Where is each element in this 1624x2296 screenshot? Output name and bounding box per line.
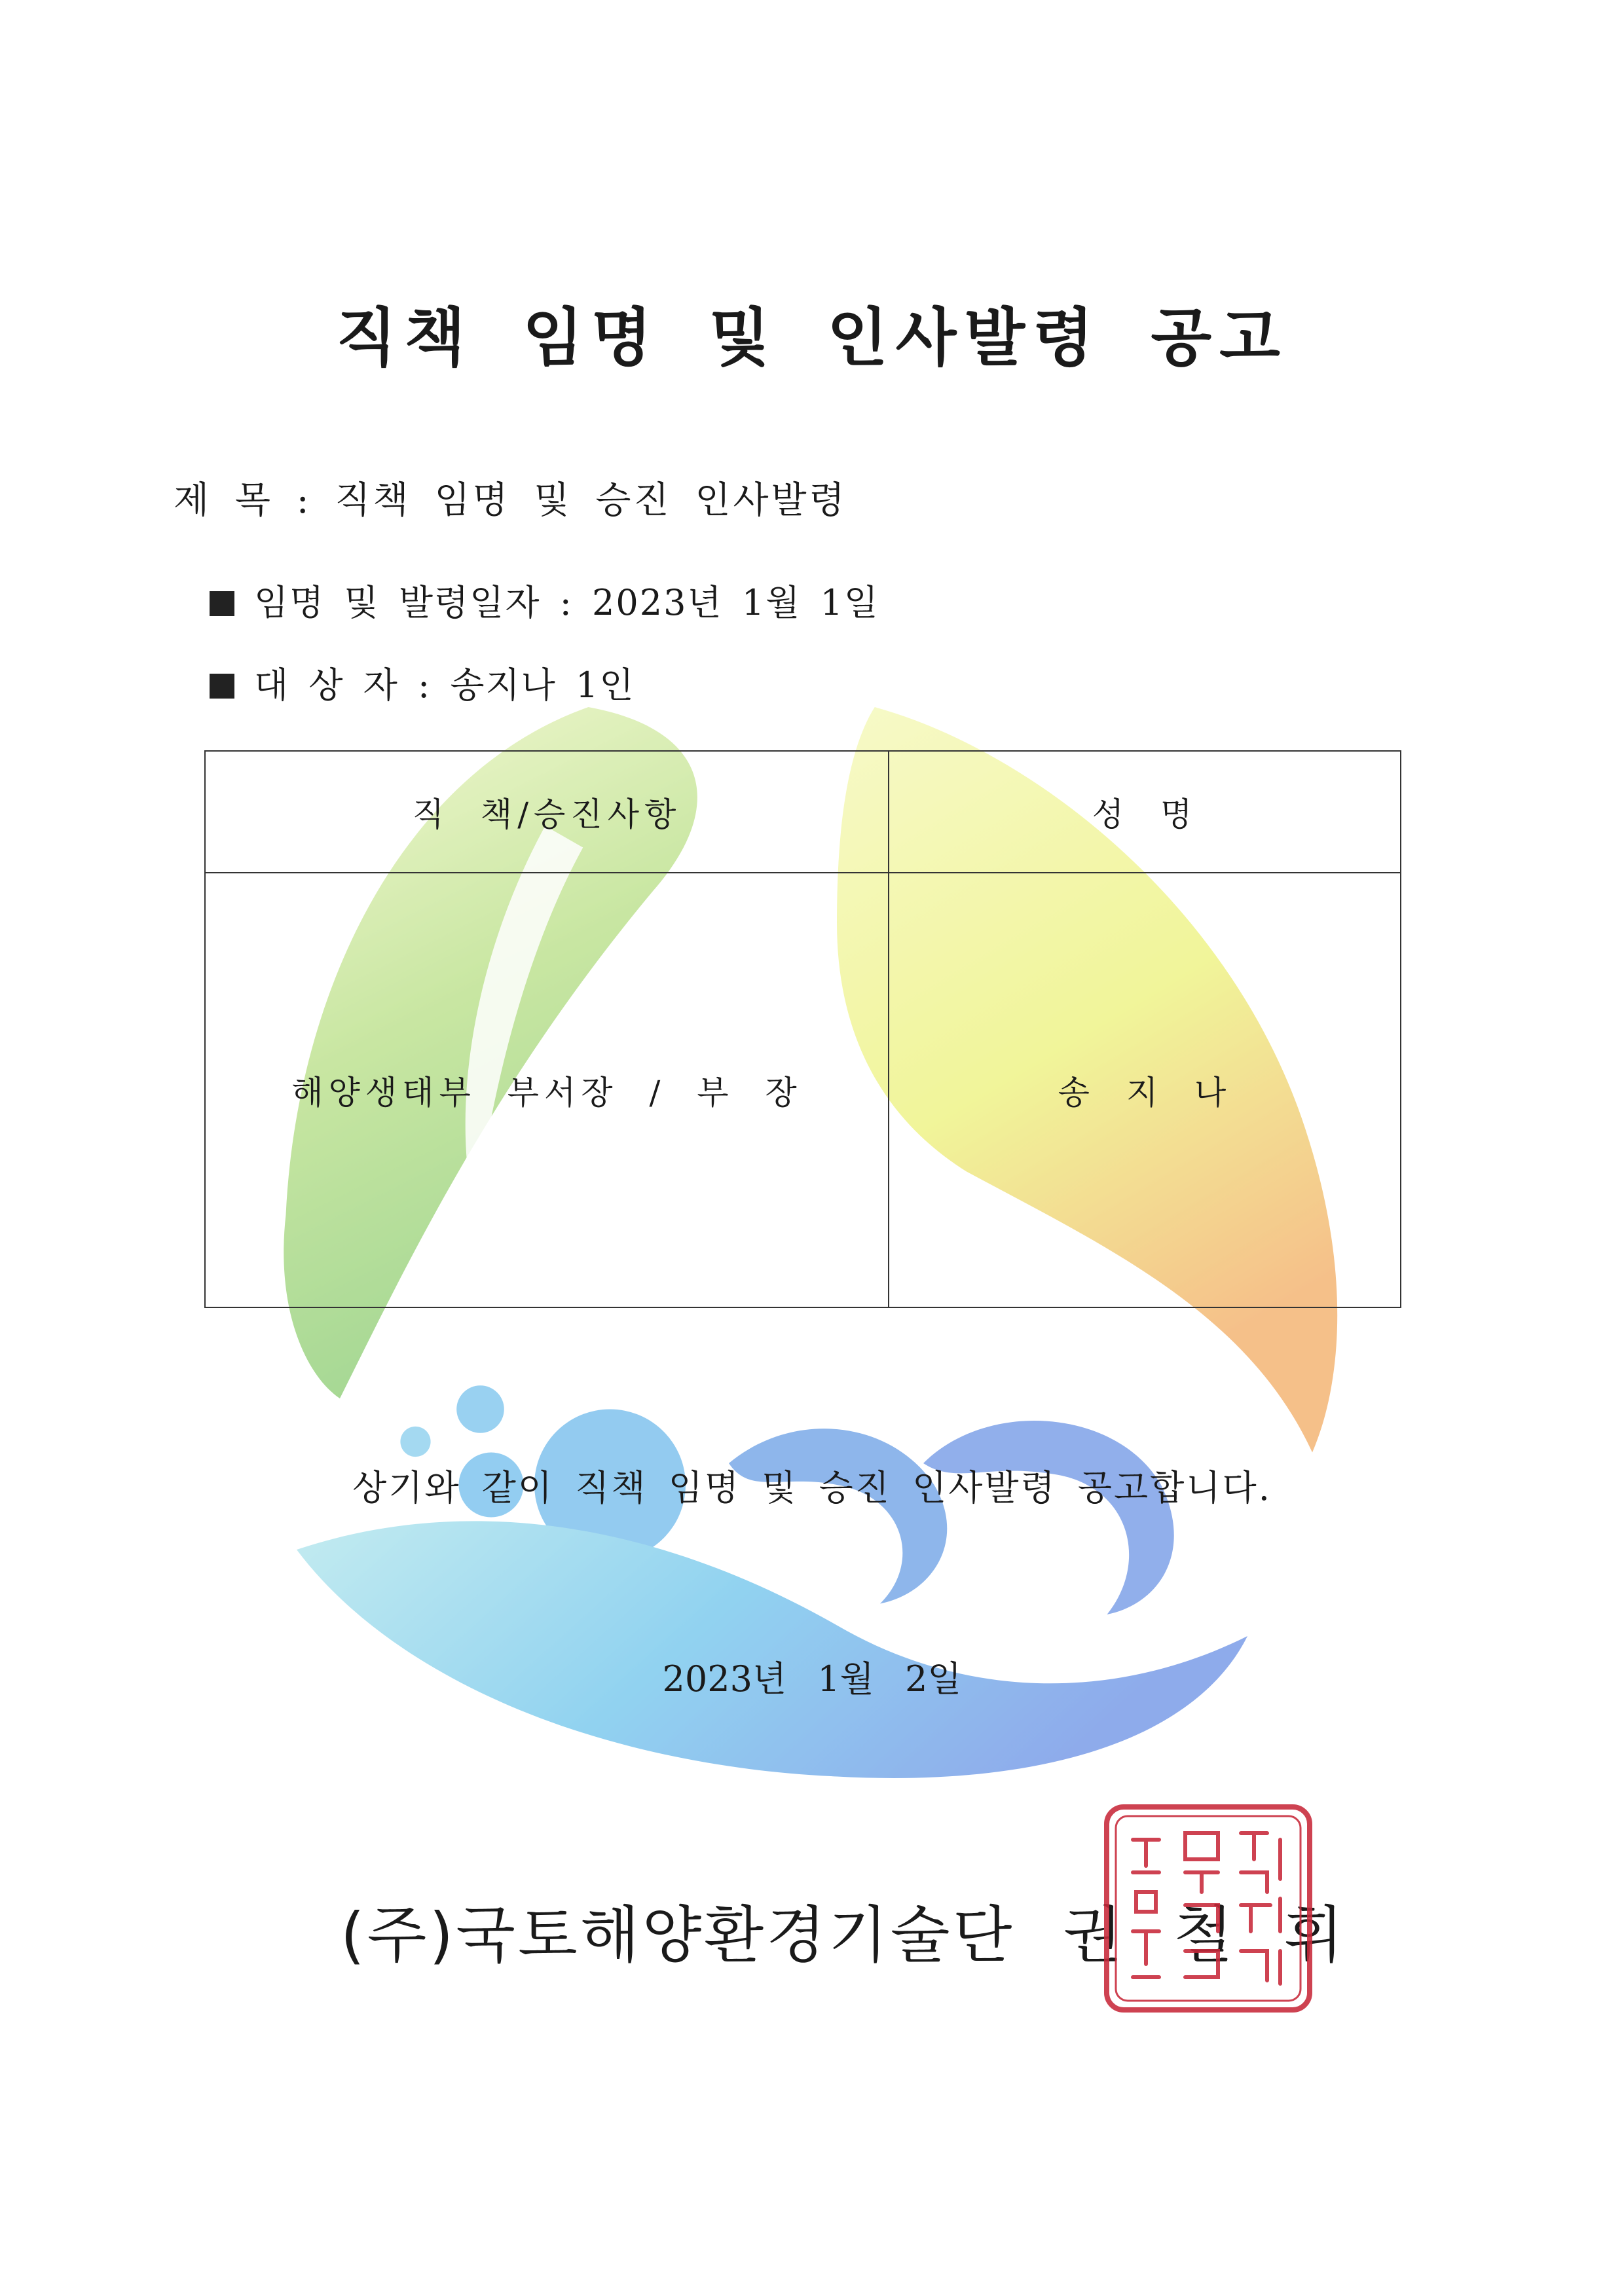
- name-cell: 송 지 나: [889, 873, 1401, 1307]
- appointment-table: [204, 750, 1401, 1308]
- wave-shape: [297, 1521, 1247, 1778]
- company-seal-stamp: [1100, 1800, 1316, 2016]
- square-bullet-icon: [210, 674, 234, 699]
- appointment-date-item: [210, 575, 879, 625]
- table-header-row: [205, 751, 1401, 873]
- appointment-date-text: 임명 및 발령일자 : 2023년 1월 1일: [254, 582, 879, 623]
- target-person-item: [210, 657, 635, 708]
- position-header: 직 책/승진사항: [205, 751, 889, 873]
- notice-statement: 상기와 같이 직책 임명 및 승진 인사발령 공고합니다.: [352, 1467, 1272, 1508]
- square-bullet-icon: [210, 591, 234, 616]
- table-row: [205, 873, 1401, 1307]
- subject-line: 제 목 : 직책 임명 및 승진 인사발령: [174, 479, 847, 522]
- document-title: 직책 임명 및 인사발령 공고: [336, 301, 1288, 374]
- name-header: 성 명: [889, 751, 1401, 873]
- issue-date: 2023년 1월 2일: [662, 1658, 962, 1700]
- signer-line: (주)국토해양환경기술단 권 철 휘: [341, 1900, 1346, 1971]
- target-person-text: 대 상 자 : 송지나 1인: [254, 665, 635, 706]
- position-cell: 해양생태부 부서장 / 부 장: [205, 873, 889, 1307]
